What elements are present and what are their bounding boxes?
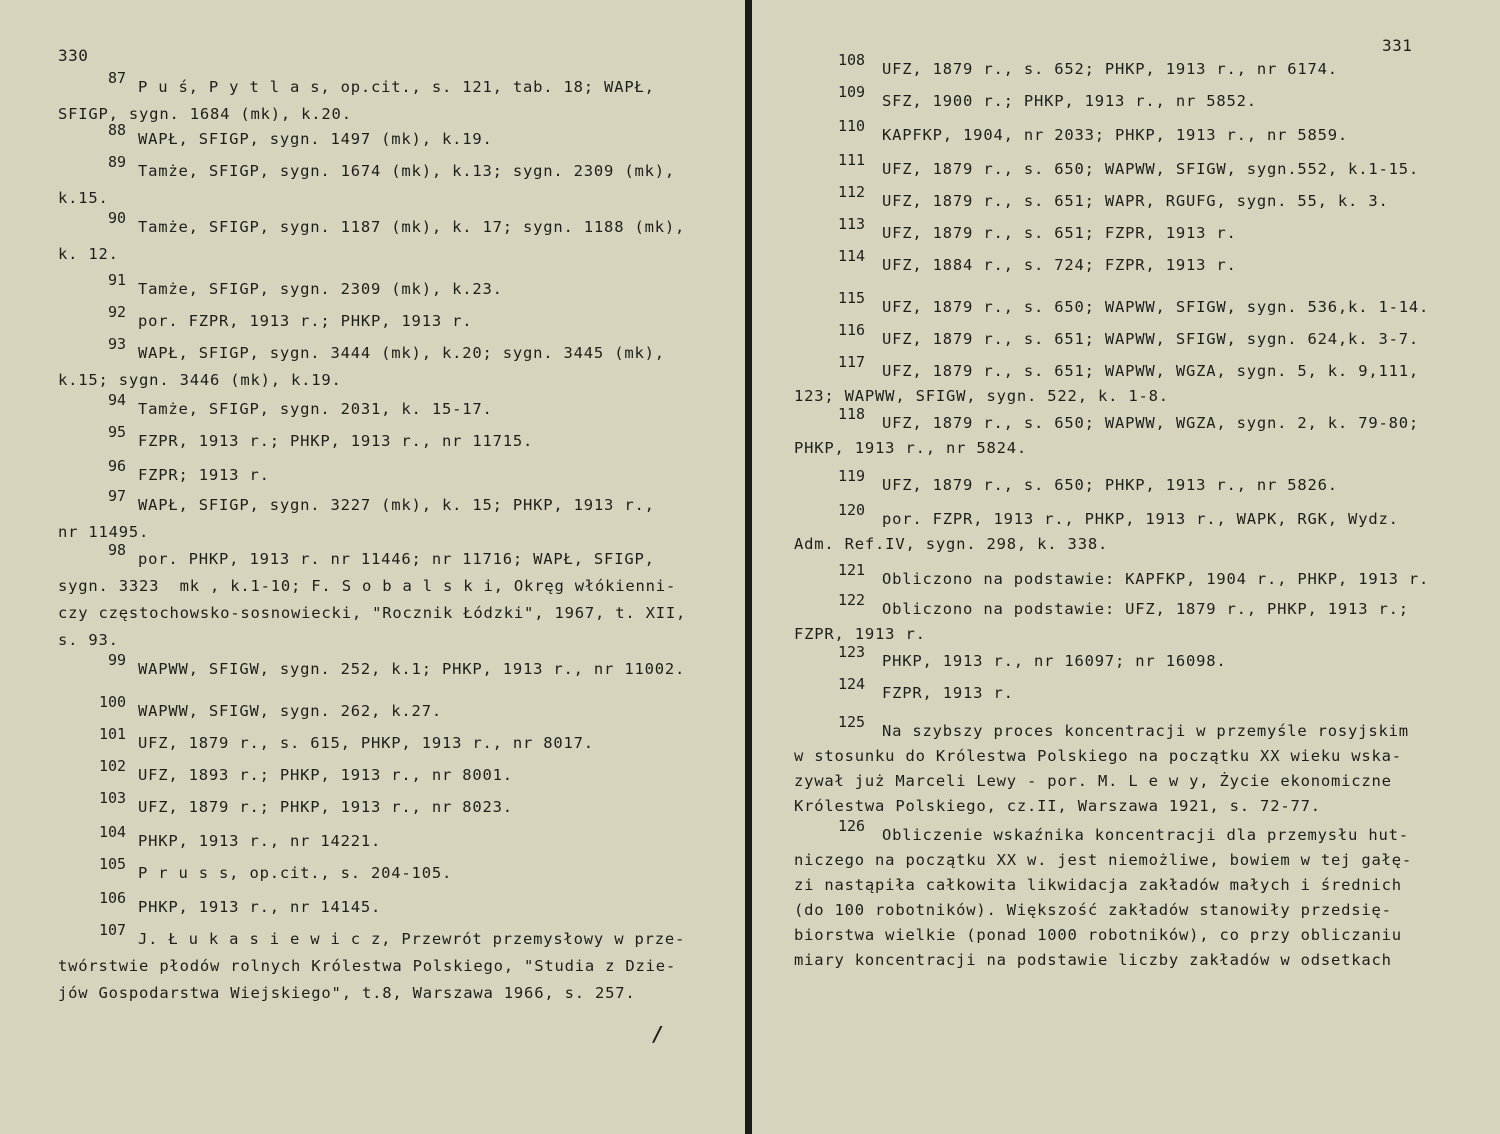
footnote-number: 91: [108, 271, 127, 289]
page-number: 330: [58, 46, 89, 65]
page-number: 331: [1382, 36, 1413, 55]
footnote-text-continuation: Adm. Ref.IV, sygn. 298, k. 338.: [794, 535, 1109, 553]
footnote-text: UFZ, 1879 r., s. 651; WAPR, RGUFG, sygn. 55, k. 3.: [882, 192, 1389, 210]
footnote-text-continuation: zywał już Marceli Lewy - por. M. L e w y, Życie ekonomiczne: [794, 772, 1392, 790]
footnote-text: UFZ, 1879 r., s. 650; WAPWW, SFIGW, sygn. 536,k. 1-14.: [882, 298, 1430, 316]
footnote-number: 125: [838, 713, 866, 731]
footnote-number: 87: [108, 69, 127, 87]
footnote-text: por. PHKP, 1913 r. nr 11446; nr 11716; WAPŁ, SFIGP,: [138, 550, 655, 568]
footnote-number: 109: [838, 83, 866, 101]
footnote-number: 117: [838, 353, 866, 371]
footnote-text: Tamże, SFIGP, sygn. 2309 (mk), k.23.: [138, 280, 503, 298]
footnote-text-continuation: w stosunku do Królestwa Polskiego na początku XX wieku wska-: [794, 747, 1402, 765]
footnote-text: UFZ, 1879 r., s. 650; WAPWW, SFIGW, sygn.552, k.1-15.: [882, 160, 1419, 178]
footnote-text-continuation: miary koncentracji na podstawie liczby zakładów w odsetkach: [794, 951, 1392, 969]
left-page: [0, 0, 745, 1134]
footnote-text: PHKP, 1913 r., nr 16097; nr 16098.: [882, 652, 1227, 670]
footnote-text: SFZ, 1900 r.; PHKP, 1913 r., nr 5852.: [882, 92, 1257, 110]
footnote-text-continuation: czy częstochowsko-sosnowiecki, "Rocznik Łódzki", 1967, t. XII,: [58, 604, 687, 622]
footnote-number: 107: [99, 921, 127, 939]
footnote-text: por. FZPR, 1913 r.; PHKP, 1913 r.: [138, 312, 473, 330]
footnote-text: Obliczenie wskaźnika koncentracji dla przemysłu hut-: [882, 826, 1409, 844]
footnote-number: 100: [99, 693, 127, 711]
footnote-text: Tamże, SFIGP, sygn. 1187 (mk), k. 17; sygn. 1188 (mk),: [138, 218, 686, 236]
footnote-number: 119: [838, 467, 866, 485]
footnote-number: 110: [838, 117, 866, 135]
footnote-number: 95: [108, 423, 127, 441]
footnote-number: 93: [108, 335, 127, 353]
footnote-text-continuation: k. 12.: [58, 245, 119, 263]
footnote-text-continuation: jów Gospodarstwa Wiejskiego", t.8, Warszawa 1966, s. 257.: [58, 984, 636, 1002]
footnote-text: Tamże, SFIGP, sygn. 2031, k. 15-17.: [138, 400, 493, 418]
footnote-number: 115: [838, 289, 866, 307]
footnote-text-continuation: sygn. 3323 mk , k.1-10; F. S o b a l s k i, Okręg włókienni-: [58, 577, 677, 595]
footnote-text: KAPFKP, 1904, nr 2033; PHKP, 1913 r., nr 5859.: [882, 126, 1349, 144]
footnote-text: P u ś, P y t l a s, op.cit., s. 121, tab. 18; WAPŁ,: [138, 78, 655, 96]
footnote-number: 94: [108, 391, 127, 409]
footnote-text: FZPR, 1913 r.: [882, 684, 1014, 702]
footnote-number: 120: [838, 501, 866, 519]
footnote-text: WAPWW, SFIGW, sygn. 252, k.1; PHKP, 1913 r., nr 11002.: [138, 660, 686, 678]
footnote-number: 114: [838, 247, 866, 265]
footnote-text: UFZ, 1879 r.; PHKP, 1913 r., nr 8023.: [138, 798, 513, 816]
footnote-number: 104: [99, 823, 127, 841]
footnote-number: 102: [99, 757, 127, 775]
footnote-number: 122: [838, 591, 866, 609]
footnote-number: 113: [838, 215, 866, 233]
book-gutter: [745, 0, 752, 1134]
footnote-text-continuation: (do 100 robotników). Większość zakładów stanowiły przedsię-: [794, 901, 1392, 919]
footnote-text-continuation: nr 11495.: [58, 523, 150, 541]
footnote-text-continuation: SFIGP, sygn. 1684 (mk), k.20.: [58, 105, 352, 123]
footnote-text-continuation: FZPR, 1913 r.: [794, 625, 926, 643]
footnote-text: UFZ, 1879 r., s. 652; PHKP, 1913 r., nr 6174.: [882, 60, 1338, 78]
footnote-number: 88: [108, 121, 127, 139]
footnote-number: 90: [108, 209, 127, 227]
footnote-number: 92: [108, 303, 127, 321]
footnote-text: P r u s s, op.cit., s. 204-105.: [138, 864, 453, 882]
footnote-text: PHKP, 1913 r., nr 14145.: [138, 898, 382, 916]
footnote-text-continuation: zi nastąpiła całkowita likwidacja zakładów małych i średnich: [794, 876, 1402, 894]
footnote-number: 103: [99, 789, 127, 807]
footnote-text-continuation: k.15.: [58, 189, 109, 207]
right-page: [752, 0, 1500, 1134]
footnote-text: PHKP, 1913 r., nr 14221.: [138, 832, 382, 850]
footnote-text: WAPWW, SFIGW, sygn. 262, k.27.: [138, 702, 442, 720]
footnote-text: Tamże, SFIGP, sygn. 1674 (mk), k.13; sygn. 2309 (mk),: [138, 162, 675, 180]
footnote-number: 112: [838, 183, 866, 201]
footnote-number: 123: [838, 643, 866, 661]
footnote-number: 105: [99, 855, 127, 873]
footnote-text-continuation: Królestwa Polskiego, cz.II, Warszawa 1921, s. 72-77.: [794, 797, 1321, 815]
footnote-number: 98: [108, 541, 127, 559]
footnote-number: 121: [838, 561, 866, 579]
footnote-number: 118: [838, 405, 866, 423]
footnote-text: por. FZPR, 1913 r., PHKP, 1913 r., WAPK, RGK, Wydz.: [882, 510, 1399, 528]
footnote-number: 126: [838, 817, 866, 835]
footnote-text: Na szybszy proces koncentracji w przemyśle rosyjskim: [882, 722, 1409, 740]
footnote-number: 108: [838, 51, 866, 69]
footnote-number: 124: [838, 675, 866, 693]
footnote-number: 116: [838, 321, 866, 339]
footnote-text: WAPŁ, SFIGP, sygn. 1497 (mk), k.19.: [138, 130, 493, 148]
footnote-text: Obliczono na podstawie: UFZ, 1879 r., PHKP, 1913 r.;: [882, 600, 1409, 618]
footnote-text-continuation: 123; WAPWW, SFIGW, sygn. 522, k. 1-8.: [794, 387, 1169, 405]
footnote-text: UFZ, 1879 r., s. 651; WAPWW, SFIGW, sygn. 624,k. 3-7.: [882, 330, 1419, 348]
footnote-text: UFZ, 1879 r., s. 615, PHKP, 1913 r., nr 8017.: [138, 734, 594, 752]
footnote-text: UFZ, 1879 r., s. 651; WAPWW, WGZA, sygn. 5, k. 9,111,: [882, 362, 1419, 380]
footnote-text: Obliczono na podstawie: KAPFKP, 1904 r., PHKP, 1913 r.: [882, 570, 1430, 588]
footnote-text-continuation: PHKP, 1913 r., nr 5824.: [794, 439, 1028, 457]
footnote-text-continuation: twórstwie płodów rolnych Królestwa Polskiego, "Studia z Dzie-: [58, 957, 677, 975]
footnote-text: FZPR; 1913 r.: [138, 466, 270, 484]
footnote-number: 99: [108, 651, 127, 669]
footnote-text-continuation: k.15; sygn. 3446 (mk), k.19.: [58, 371, 342, 389]
pencil-mark: /: [652, 1022, 665, 1046]
footnote-text: FZPR, 1913 r.; PHKP, 1913 r., nr 11715.: [138, 432, 534, 450]
footnote-text: UFZ, 1879 r., s. 650; PHKP, 1913 r., nr 5826.: [882, 476, 1338, 494]
footnote-number: 89: [108, 153, 127, 171]
footnote-number: 106: [99, 889, 127, 907]
footnote-number: 111: [838, 151, 866, 169]
footnote-number: 97: [108, 487, 127, 505]
footnote-text-continuation: s. 93.: [58, 631, 119, 649]
footnote-text: WAPŁ, SFIGP, sygn. 3444 (mk), k.20; sygn. 3445 (mk),: [138, 344, 665, 362]
footnote-text: UFZ, 1879 r., s. 651; FZPR, 1913 r.: [882, 224, 1237, 242]
footnote-number: 101: [99, 725, 127, 743]
footnote-text-continuation: biorstwa wielkie (ponad 1000 robotników), co przy obliczaniu: [794, 926, 1402, 944]
footnote-text: UFZ, 1893 r.; PHKP, 1913 r., nr 8001.: [138, 766, 513, 784]
footnote-number: 96: [108, 457, 127, 475]
footnote-text: UFZ, 1884 r., s. 724; FZPR, 1913 r.: [882, 256, 1237, 274]
footnote-text-continuation: niczego na początku XX w. jest niemożliwe, bowiem w tej gałę-: [794, 851, 1413, 869]
footnote-text: J. Ł u k a s i e w i c z, Przewrót przemysłowy w prze-: [138, 930, 686, 948]
footnote-text: UFZ, 1879 r., s. 650; WAPWW, WGZA, sygn. 2, k. 79-80;: [882, 414, 1419, 432]
footnote-text: WAPŁ, SFIGP, sygn. 3227 (mk), k. 15; PHKP, 1913 r.,: [138, 496, 655, 514]
